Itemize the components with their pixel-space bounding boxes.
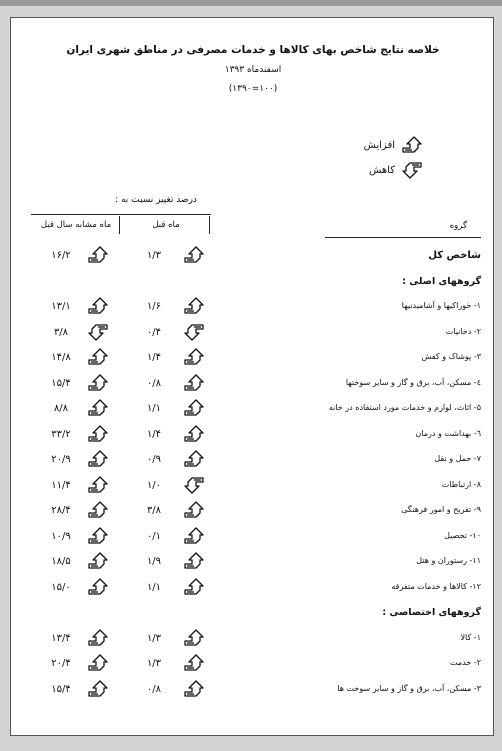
year-change-value: ۱۶/۲ — [51, 250, 71, 261]
year-change-value: ۱۵/۴ — [51, 683, 71, 695]
table-row — [11, 454, 495, 474]
year-change-value: ۱۸/۵ — [51, 556, 71, 567]
report-title: خلاصه نتایج شاخص بهای کالاها و خدمات مصرفی در مناطق شهری ایران — [66, 44, 440, 56]
year-change-value: ۲۰/۹ — [51, 454, 71, 465]
up-arrow-icon — [87, 654, 109, 672]
row-label: ۱۲- کالاها و خدمات متفرقه — [391, 581, 481, 591]
month-change-value: ۰/۹ — [146, 454, 162, 465]
section-row — [11, 607, 495, 627]
col-month-header: ماه قبل — [152, 220, 180, 230]
down-arrow-icon — [401, 161, 423, 179]
up-arrow-icon — [183, 425, 205, 443]
row-label: ۹- تفریح و امور فرهنگی — [401, 505, 481, 514]
month-change-value: ۱/۶ — [146, 301, 162, 312]
table-row — [11, 505, 495, 525]
month-change-value: ۱/۱ — [146, 581, 162, 593]
month-change-value: ۱/۹ — [146, 556, 162, 567]
up-arrow-icon — [87, 629, 109, 647]
up-arrow-icon — [87, 374, 109, 392]
up-arrow-icon — [87, 680, 109, 698]
table-row — [11, 531, 495, 551]
row-label: گروههای اختصاصی : — [382, 607, 481, 618]
table-row — [11, 250, 495, 270]
group-rule — [325, 237, 481, 238]
up-arrow-icon — [183, 578, 205, 596]
table-row — [11, 327, 495, 347]
month-change-value: ۱/۳ — [146, 250, 162, 261]
table-row — [11, 684, 495, 704]
up-arrow-icon — [183, 629, 205, 647]
up-arrow-icon — [183, 680, 205, 698]
table-row — [11, 582, 495, 602]
down-arrow-icon — [183, 323, 205, 341]
month-change-value: ۱/۳ — [146, 632, 162, 644]
year-change-value: ۲۰/۴ — [51, 658, 71, 669]
col-group-header: گروه — [449, 221, 467, 231]
month-change-value: ۰/۱ — [146, 530, 162, 542]
row-label: ۳- پوشاک و کفش — [421, 352, 481, 361]
up-arrow-icon — [183, 552, 205, 570]
up-arrow-icon — [183, 527, 205, 545]
up-arrow-icon — [183, 399, 205, 417]
row-label: ۲- خدمت — [449, 658, 481, 667]
up-arrow-icon — [87, 348, 109, 366]
header-rule — [31, 214, 211, 215]
up-arrow-icon — [183, 501, 205, 519]
row-label: گروههای اصلی : — [402, 275, 481, 287]
table-row — [11, 403, 495, 423]
month-change-value: ۳/۸ — [146, 505, 162, 516]
row-label: ۸- ارتباطات — [441, 479, 481, 489]
table-row — [11, 480, 495, 500]
row-label: ٦- بهداشت و درمان — [415, 428, 481, 438]
up-arrow-icon — [87, 399, 109, 417]
month-change-value: ۱/۴ — [146, 428, 162, 440]
legend-increase — [364, 136, 423, 154]
year-change-value: ۸/۸ — [53, 403, 69, 414]
up-arrow-icon — [183, 374, 205, 392]
up-arrow-icon — [183, 348, 205, 366]
table-row — [11, 301, 495, 321]
year-change-value: ۱۵/۴ — [51, 377, 71, 389]
up-arrow-icon — [87, 476, 109, 494]
month-change-value: ۱/۰ — [146, 479, 162, 491]
month-change-value: ۰/۴ — [146, 326, 162, 338]
up-arrow-icon — [87, 246, 109, 264]
table-row — [11, 633, 495, 653]
table-row — [11, 429, 495, 449]
table-row — [11, 658, 495, 678]
year-change-value: ۱۳/۱ — [51, 301, 71, 312]
row-label: ۲- دخانیات — [445, 326, 481, 336]
year-change-value: ۱۳/۴ — [51, 632, 71, 644]
legend-decrease-label: کاهش — [369, 164, 395, 176]
row-label: ۵- اثاث، لوازم و خدمات مورد استفاده در خانه — [328, 403, 481, 412]
row-label: شاخص کل — [428, 250, 481, 261]
year-change-value: ۳/۸ — [53, 326, 69, 338]
row-label: ۱- خوراکیها و آشامیدنیها — [401, 301, 481, 310]
month-change-value: ۱/۳ — [146, 658, 162, 669]
up-arrow-icon — [87, 578, 109, 596]
down-arrow-icon — [87, 323, 109, 341]
up-arrow-icon — [87, 297, 109, 315]
row-label: ۱۱- رستوران و هتل — [416, 556, 481, 565]
month-change-value: ۰/۸ — [146, 377, 162, 389]
month-change-value: ۱/۴ — [146, 352, 162, 363]
report-base: (۱۰۰=۱۳۹۰) — [228, 84, 278, 94]
year-change-value: ۱۴/۸ — [51, 352, 71, 363]
up-arrow-icon — [87, 501, 109, 519]
up-arrow-icon — [87, 552, 109, 570]
row-label: ۱- کالا — [460, 632, 481, 642]
up-arrow-icon — [401, 136, 423, 154]
up-arrow-icon — [87, 527, 109, 545]
year-change-value: ۱۵/۰ — [51, 581, 71, 593]
legend-increase-label: افزایش — [363, 139, 395, 151]
table-row — [11, 556, 495, 576]
col-year-header: ماه مشابه سال قبل — [40, 220, 112, 230]
month-change-value: ۱/۱ — [146, 403, 162, 414]
year-change-value: ۱۰/۹ — [51, 530, 71, 542]
up-arrow-icon — [183, 450, 205, 468]
up-arrow-icon — [183, 297, 205, 315]
table-row — [11, 352, 495, 372]
down-arrow-icon — [183, 476, 205, 494]
report-page — [10, 17, 494, 736]
row-label: ۷- حمل و نقل — [434, 454, 481, 463]
up-arrow-icon — [183, 654, 205, 672]
up-arrow-icon — [183, 246, 205, 264]
month-change-value: ۰/۸ — [146, 683, 162, 695]
top-bar — [0, 0, 502, 6]
section-row — [11, 276, 495, 296]
change-header: درصد تغییر نسبت به : — [115, 195, 197, 205]
year-change-value: ۲۸/۴ — [51, 505, 71, 516]
year-change-value: ۱۱/۴ — [51, 479, 71, 491]
row-label: ٤- مسکن، آب، برق و گاز و سایر سوختها — [345, 377, 481, 387]
year-change-value: ۳۳/۲ — [51, 428, 71, 440]
row-label: ۱۰- تحصیل — [444, 530, 481, 540]
up-arrow-icon — [87, 425, 109, 443]
report-period: اسفندماه ۱۳۹۳ — [224, 65, 282, 75]
legend-decrease — [369, 161, 423, 179]
table-row — [11, 378, 495, 398]
row-label: ۳- مسکن، آب، برق و گاز و سایر سوخت ها — [337, 683, 481, 693]
up-arrow-icon — [87, 450, 109, 468]
